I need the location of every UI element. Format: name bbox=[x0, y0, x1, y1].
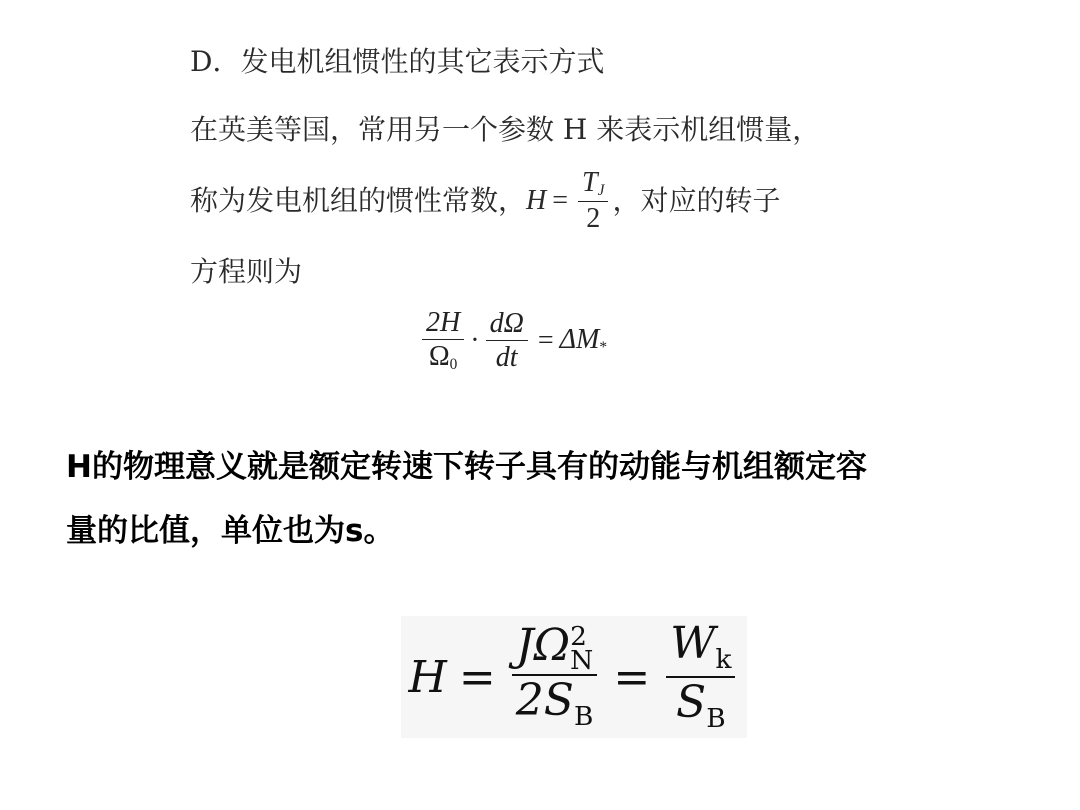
h-def-f2-den bbox=[672, 678, 730, 733]
rotor-eq-f1-den bbox=[425, 340, 462, 373]
paragraph-line-2-tail: ，对应的转子 bbox=[612, 183, 781, 217]
rotor-eq-fraction-2 bbox=[486, 309, 528, 373]
h-def-eq1: = bbox=[458, 651, 496, 703]
formula-h-num-text: T bbox=[582, 167, 598, 198]
h-def-f1-sub: N bbox=[570, 644, 594, 676]
h-def-f2-num-sub: k bbox=[715, 644, 732, 676]
rotor-eq-dot: · bbox=[470, 324, 480, 356]
h-def-fraction-1 bbox=[512, 620, 598, 733]
formula-h-denominator: 2 bbox=[586, 203, 601, 235]
rotor-eq-f1-den-text: Ω bbox=[428, 341, 450, 373]
h-def-f1-sup: 2 bbox=[570, 620, 587, 652]
h-def-f1-scripts bbox=[570, 620, 594, 676]
paragraph-line-3: 方程则为 bbox=[190, 255, 303, 288]
paragraph-line-1: 在英美等国，常用另一个参数 H 来表示机组惯量， bbox=[190, 113, 821, 146]
h-def-f1-den bbox=[512, 676, 598, 731]
section-heading: D．发电机组惯性的其它表示方式 bbox=[190, 45, 605, 78]
rotor-eq-f1-num bbox=[422, 308, 464, 340]
h-def-f2-den-sub: B bbox=[706, 702, 726, 734]
formula-h-eq: = bbox=[552, 184, 569, 216]
formula-h-fraction bbox=[578, 168, 608, 234]
rotor-eq-f2-num: dΩ bbox=[486, 309, 528, 341]
paragraph-line-2-text: 称为发电机组的惯性常数， bbox=[190, 183, 527, 217]
rotor-equation bbox=[418, 308, 607, 374]
h-def-lhs: H bbox=[408, 651, 447, 703]
h-def-eq2: = bbox=[613, 651, 651, 703]
h-def-fraction-2 bbox=[666, 618, 735, 734]
h-def-f1-den-text: 2S bbox=[515, 675, 574, 727]
inertia-constant-formula bbox=[526, 168, 612, 234]
paragraph-line-2 bbox=[190, 168, 780, 234]
rotor-eq-f2-den: dt bbox=[495, 342, 518, 374]
h-def-f2-den-text: S bbox=[676, 677, 707, 728]
rotor-eq-fraction-1 bbox=[422, 308, 464, 374]
rotor-eq-f1-num-text: 2H bbox=[426, 307, 461, 338]
rotor-eq-rhs-text: ΔM bbox=[559, 324, 600, 356]
rotor-eq-rhs bbox=[560, 324, 607, 357]
rotor-eq-f1-den-sub: 0 bbox=[449, 356, 458, 374]
h-def-f1-num bbox=[512, 620, 597, 676]
formula-h-num-sub: J bbox=[597, 182, 605, 199]
h-def-f2-num bbox=[666, 618, 735, 678]
h-definition-formula bbox=[408, 618, 740, 734]
formula-h-lhs: H bbox=[526, 184, 547, 216]
meaning-line-1: H的物理意义就是额定转速下转子具有的动能与机组额定容 bbox=[66, 449, 867, 485]
h-def-f2-num-text: W bbox=[670, 618, 716, 670]
meaning-line-2: 量的比值，单位也为s。 bbox=[66, 513, 395, 549]
rotor-eq-equals: = bbox=[537, 324, 554, 356]
h-definition-formula-image bbox=[401, 616, 747, 738]
rotor-eq-rhs-sub: * bbox=[599, 339, 608, 357]
formula-h-numerator bbox=[578, 168, 608, 202]
h-def-f1-den-sub: B bbox=[573, 701, 594, 733]
h-def-f1-num-text: JΩ bbox=[515, 620, 571, 672]
